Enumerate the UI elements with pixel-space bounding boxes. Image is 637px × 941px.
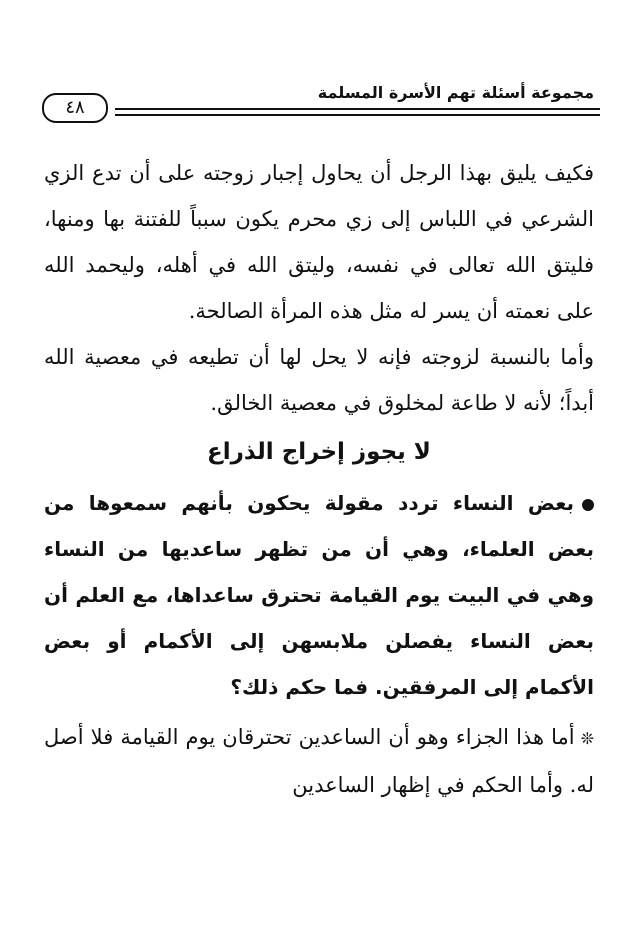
answer-paragraph (44, 714, 594, 808)
question-text: بعض النساء تردد مقولة يحكون بأنهم سمعوها من بعض العلماء، وهي أن من تظهر ساعديها من النساء وهي في البيت يوم القيامة تحترق ساعداها، مع العلم أن بعض النساء يفصلن ملابسهن إلى الأكمام أو بعض الأكمام إلى المرفقين. فما حكم ذلك؟ (44, 491, 594, 699)
paragraph-1: فكيف يليق بهذا الرجل أن يحاول إجبار زوجته على أن تدع الزي الشرعي في اللباس إلى زي محرم يكون سبباً للفتنة بها ومنها، فليتق الله تعالى في نفسه، وليتق الله في أهله، وليحمد الله على نعمته أن يسر له مثل هذه المرأة الصالحة. (44, 161, 594, 323)
running-title: مجموعة أسئلة تهم الأسرة المسلمة (317, 83, 594, 102)
header-rule-bottom (115, 114, 600, 116)
question-paragraph (44, 480, 594, 710)
page-content (44, 150, 594, 808)
paragraph-2: وأما بالنسبة لزوجته فإنه لا يحل لها أن تطيعه في معصية الله أبداً؛ لأنه لا طاعة لمخلوق في معصية الخالق. (44, 345, 594, 415)
answer-text: أما هذا الجزاء وهو أن الساعدين تحترقان يوم القيامة فلا أصل له. وأما الحكم في إظهار الساعدين (44, 725, 594, 797)
section-heading: لا يجوز إخراج الذراع (207, 439, 431, 465)
header-rule-top (115, 108, 600, 110)
asterisk-icon: ❊ (580, 728, 594, 748)
page-header (40, 78, 600, 128)
page-number: ٤٨ (42, 93, 108, 123)
bullet-icon (582, 499, 594, 511)
